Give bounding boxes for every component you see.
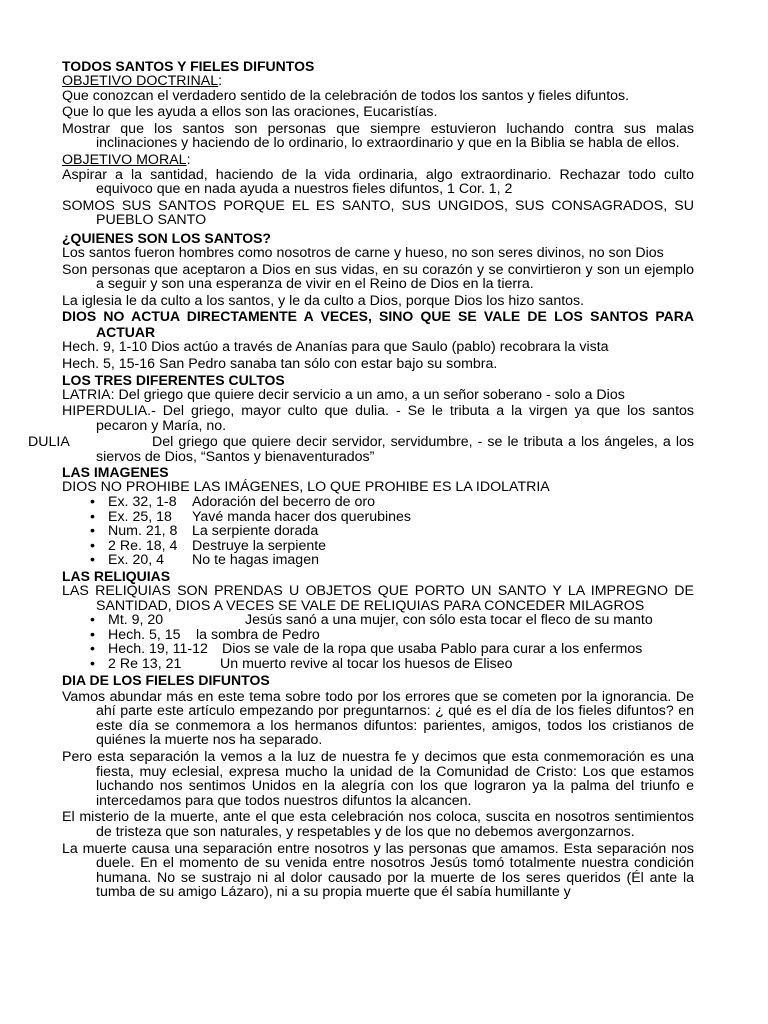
list-item-ref: Ex. 25, 18 xyxy=(108,508,172,525)
list-item xyxy=(62,628,694,643)
paragraph: Los santos fueron hombres como nosotros de carne y hueso, no son seres divinos, no son Dios xyxy=(62,244,664,261)
paragraph: El misterio de la muerte, ante el que esta celebración nos coloca, suscita en nosotros sentimientos de tristeza que son naturales, y respetables y de los que no debemos avergonzarnos. xyxy=(62,809,694,840)
paragraph-dulia xyxy=(28,434,694,465)
paragraph: DIOS NO PROHIBE LAS IMÁGENES, LO QUE PROHIBE ES LA IDOLATRIA xyxy=(62,479,550,496)
document-page xyxy=(28,58,694,901)
list-item xyxy=(62,553,694,568)
section-heading-imagenes: LAS IMAGENES xyxy=(62,464,169,481)
list-item xyxy=(62,657,694,672)
list-item xyxy=(62,510,694,525)
section-heading-dios: DIOS NO ACTUA DIRECTAMENTE A VECES, SINO QUE SE VALE DE LOS SANTOS PARA ACTUAR xyxy=(62,308,694,341)
list-item-ref: Hech. 5, 15 xyxy=(108,626,181,643)
imagenes-list xyxy=(62,495,694,568)
list-item-text: Yavé manda hacer dos querubines xyxy=(192,508,411,525)
paragraph: Hech. 5, 15-16 San Pedro sanaba tan sólo con estar bajo su sombra. xyxy=(62,355,498,372)
paragraph: Aspirar a la santidad, haciendo de la vida ordinaria, algo extraordinario. Rechazar todo culto equivoco que en nada ayuda a nuestros fieles difuntos, 1 Cor. 1, 2 xyxy=(62,166,694,198)
list-item xyxy=(62,613,694,628)
paragraph-latria: LATRIA: Del griego que quiere decir servicio a un amo, a un señor soberano - solo a Dios xyxy=(62,386,625,403)
list-item-text: Dios se vale de la ropa que usaba Pablo para curar a los enfermos xyxy=(222,641,643,658)
list-item-ref: Mt. 9, 20 xyxy=(108,612,164,629)
list-item-ref: Ex. 20, 4 xyxy=(108,552,164,569)
list-item-text: La serpiente dorada xyxy=(192,523,319,540)
reliquias-list xyxy=(62,613,694,671)
colon: : xyxy=(218,73,223,89)
list-item xyxy=(62,539,694,554)
list-item-text: Jesús sanó a una mujer, con sólo esta tocar el fleco de su manto xyxy=(245,612,653,629)
dulia-term: DULIA xyxy=(28,434,70,451)
section-heading-reliquias: LAS RELIQUIAS xyxy=(62,568,171,585)
paragraph: LAS RELIQUIAS SON PRENDAS U OBJETOS QUE PORTO UN SANTO Y LA IMPREGNO DE SANTIDAD, DIOS A VECES SE VALE DE RELIQUIAS PARA CONCEDER MILAGROS xyxy=(62,583,694,614)
paragraph: Mostrar que los santos son personas que siempre estuvieron luchando contra sus malas inclinaciones y haciendo de lo ordinario, lo extraordinario y que en la Biblia se habla de ellos. xyxy=(62,120,694,152)
list-item-ref: Ex. 32, 1-8 xyxy=(108,494,177,511)
list-item-text: la sombra de Pedro xyxy=(196,626,320,643)
list-item-text: Destruye la serpiente xyxy=(192,537,327,554)
objective-moral-label: OBJETIVO MORAL xyxy=(62,151,187,168)
section-heading-dia: DIA DE LOS FIELES DIFUNTOS xyxy=(62,671,270,688)
list-item-ref: Num. 21, 8 xyxy=(108,523,178,540)
paragraph: Vamos abundar más en este tema sobre todo por los errores que se cometen por la ignorancia. De ahí parte este artículo empezando por preguntarnos: ¿ qué es el día de los fieles difuntos? en este día se conmemora a los hermanos difuntos: parientes, amigos, todos los cristianos de quiénes la muerte nos ha separado. xyxy=(62,688,694,749)
dulia-text: Del griego que quiere decir servidor, servidumbre, - se le tributa a los ángeles, a los siervos de Dios, “Santos y bienaventurados” xyxy=(96,434,694,465)
list-item-ref: 2 Re 13, 21 xyxy=(108,656,182,672)
paragraph: Hech. 9, 1-10 Dios actúo a través de Ananías para que Saulo (pablo) recobrara la vista xyxy=(62,339,609,356)
list-item-text: Un muerto revive al tocar los huesos de Eliseo xyxy=(220,656,513,672)
colon: : xyxy=(186,151,191,168)
list-item-text: Adoración del becerro de oro xyxy=(192,494,375,511)
list-item-ref: 2 Re. 18, 4 xyxy=(108,537,178,554)
list-item-ref: Hech. 19, 11-12 xyxy=(108,641,208,658)
section-heading-cultos: LOS TRES DIFERENTES CULTOS xyxy=(62,371,285,388)
paragraph: Que conozcan el verdadero sentido de la celebración de todos los santos y fieles difuntos. xyxy=(62,87,630,104)
list-item-text: No te hagas imagen xyxy=(192,552,319,569)
document-title: TODOS SANTOS Y FIELES DIFUNTOS xyxy=(62,58,315,74)
objective-doctrinal-label: OBJETIVO DOCTRINAL xyxy=(62,73,219,89)
objective-doctrinal-heading xyxy=(62,74,694,89)
paragraph: SOMOS SUS SANTOS PORQUE EL ES SANTO, SUS UNGIDOS, SUS CONSAGRADOS, SU PUEBLO SANTO xyxy=(62,197,694,229)
objective-moral-heading xyxy=(62,153,694,168)
paragraph: La iglesia le da culto a los santos, y le da culto a Dios, porque Dios los hizo santos. xyxy=(62,292,585,309)
paragraph-hiperdulia: HIPERDULIA.- Del griego, mayor culto que dulia. - Se le tributa a la virgen ya que los santos pecaron y María, no. xyxy=(62,403,694,434)
paragraph: Pero esta separación la vemos a la luz de nuestra fe y decimos que esta conmemoración es una fiesta, muy eclesial, expresa mucho la unidad de la Comunidad de Cristo: Los que estamos luchando nos sentimos Unidos en la alegría con los que lograron ya la palma del triunfo e intercedamos para que todos nuestros difuntos la alcancen. xyxy=(62,748,694,809)
paragraph: Que lo que les ayuda a ellos son las oraciones, Eucaristías. xyxy=(62,104,438,121)
list-item xyxy=(62,524,694,539)
paragraph: La muerte causa una separación entre nosotros y las personas que amamos. Esta separación nos duele. En el momento de su venida entre nosotros Jesús tomó totalmente nuestra condición humana. No se sustrajo ni al dolor causado por la muerte de los seres queridos (Él ante la tumba de su amigo Lázaro), ni a su propia muerte que él sabía humillante y xyxy=(62,840,694,901)
list-item xyxy=(62,642,694,657)
list-item xyxy=(62,495,694,510)
section-heading-quienes: ¿QUIENES SON LOS SANTOS? xyxy=(62,229,271,246)
paragraph: Son personas que aceptaron a Dios en sus vidas, en su corazón y se convirtieron y son un ejemplo a seguir y son una esperanza de vivir en el Reino de Dios en la tierra. xyxy=(62,261,694,293)
